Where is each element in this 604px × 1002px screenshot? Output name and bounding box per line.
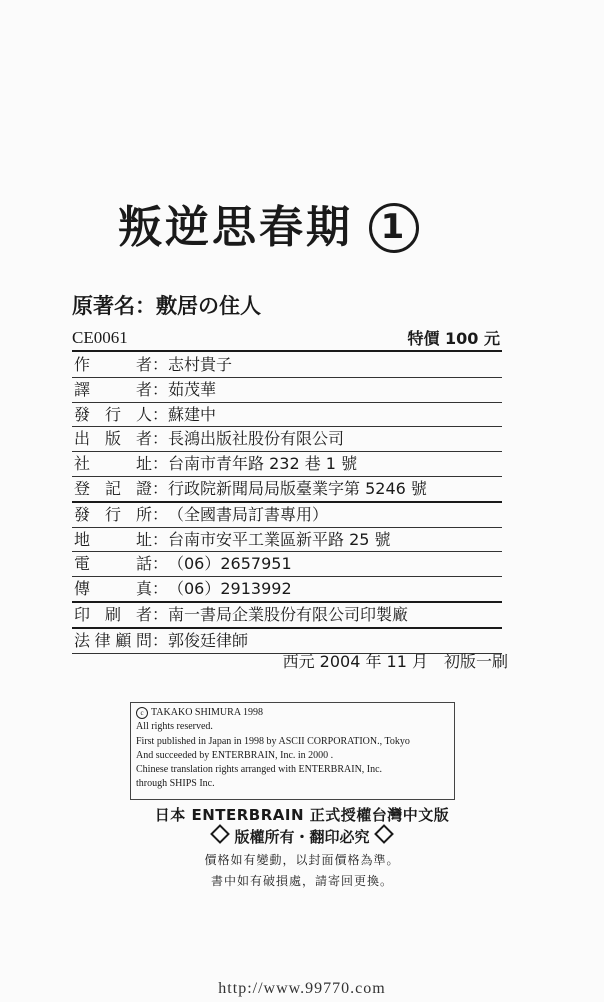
info-colon: ： <box>152 630 169 650</box>
info-label: 登 記 證 <box>74 478 152 498</box>
info-label: 社 址 <box>74 454 152 474</box>
info-colon: ： <box>152 379 169 399</box>
info-row <box>72 452 502 477</box>
copyright-line: Chinese translation rights arranged with ENTERBRAIN, Inc. <box>136 764 383 776</box>
info-value: 行政院新聞局局版臺業字第 5246 號 <box>168 478 427 498</box>
copyright-line: First published in Japan in 1998 by ASCII CORPORATION., Tokyo <box>136 735 410 747</box>
info-row <box>72 503 502 528</box>
diamond-icon <box>211 824 231 844</box>
info-label: 作 者 <box>74 355 152 374</box>
book-title <box>118 200 419 256</box>
watermark-url: http://www.99770.com <box>218 980 386 997</box>
info-label: 發 行 人 <box>74 404 152 424</box>
copyright-line: through SHIPS Inc. <box>136 778 215 790</box>
info-value: （06）2913992 <box>168 579 292 599</box>
info-row <box>72 552 502 577</box>
info-colon: ： <box>152 355 169 374</box>
license-statement: 日本 ENTERBRAIN 正式授權台灣中文版 <box>154 806 450 824</box>
info-row <box>72 378 502 403</box>
info-row <box>72 477 502 503</box>
info-colon: ： <box>152 478 169 498</box>
diamond-icon <box>374 824 394 844</box>
copyright-line: c TAKAKO SHIMURA 1998 <box>136 706 449 720</box>
info-row <box>72 353 502 378</box>
info-value: 郭俊廷律師 <box>168 630 249 650</box>
info-label: 電 話 <box>74 554 152 574</box>
info-row <box>72 403 502 428</box>
info-row <box>72 528 502 553</box>
info-row <box>72 603 502 629</box>
info-colon: ： <box>152 604 169 624</box>
original-name: 原著名：敷居の住人 <box>72 294 261 318</box>
info-label: 譯 者 <box>74 379 152 399</box>
info-colon: ： <box>152 504 169 524</box>
damage-return-note: 書中如有破損處，請寄回更換。 <box>210 874 393 888</box>
info-value: 台南市安平工業區新平路 25 號 <box>168 529 391 549</box>
info-label: 出 版 者 <box>74 429 152 449</box>
info-value: 茹茂華 <box>168 379 217 399</box>
rights-statement <box>0 826 604 847</box>
info-row <box>72 577 502 603</box>
copyright-line: All rights reserved. <box>136 721 213 733</box>
copyright-icon: c <box>136 707 148 719</box>
book-title-text: 叛逆思春期 <box>118 202 353 253</box>
info-label: 法 律 顧 問 <box>74 630 152 650</box>
info-label: 傳 真 <box>74 579 152 599</box>
info-colon: ： <box>152 529 169 549</box>
info-colon: ： <box>152 404 169 424</box>
info-value: 南一書局企業股份有限公司印製廠 <box>168 604 409 624</box>
info-value: （06）2657951 <box>168 554 292 574</box>
book-code: CE0061 <box>72 328 128 347</box>
info-colon: ： <box>152 579 169 599</box>
info-colon: ： <box>152 554 169 574</box>
copyright-line: And succeeded by ENTERBRAIN, Inc. in 2000 . <box>136 749 334 761</box>
price-change-note: 價格如有變動，以封面價格為準。 <box>204 853 400 867</box>
rights-text: 版權所有・翻印必究 <box>234 828 370 846</box>
info-label: 印 刷 者 <box>74 604 152 624</box>
publication-info-table <box>72 353 502 654</box>
info-row <box>72 427 502 452</box>
volume-number-badge: 1 <box>369 203 419 253</box>
info-label: 發 行 所 <box>74 504 152 524</box>
info-value: 台南市青年路 232 巷 1 號 <box>168 454 358 474</box>
info-colon: ： <box>152 429 169 449</box>
code-price-bar <box>72 326 502 352</box>
edition-line: 西元 2004 年 11 月 初版一刷 <box>282 652 508 671</box>
info-colon: ： <box>152 454 169 474</box>
info-value: 蘇建中 <box>168 404 217 424</box>
copyright-box <box>130 702 455 800</box>
info-label: 地 址 <box>74 529 152 549</box>
special-price: 特價 100 元 <box>407 329 500 348</box>
info-value: （全國書局訂書專用） <box>168 504 329 524</box>
info-value: 長鴻出版社股份有限公司 <box>168 429 345 449</box>
info-value: 志村貴子 <box>168 355 233 374</box>
